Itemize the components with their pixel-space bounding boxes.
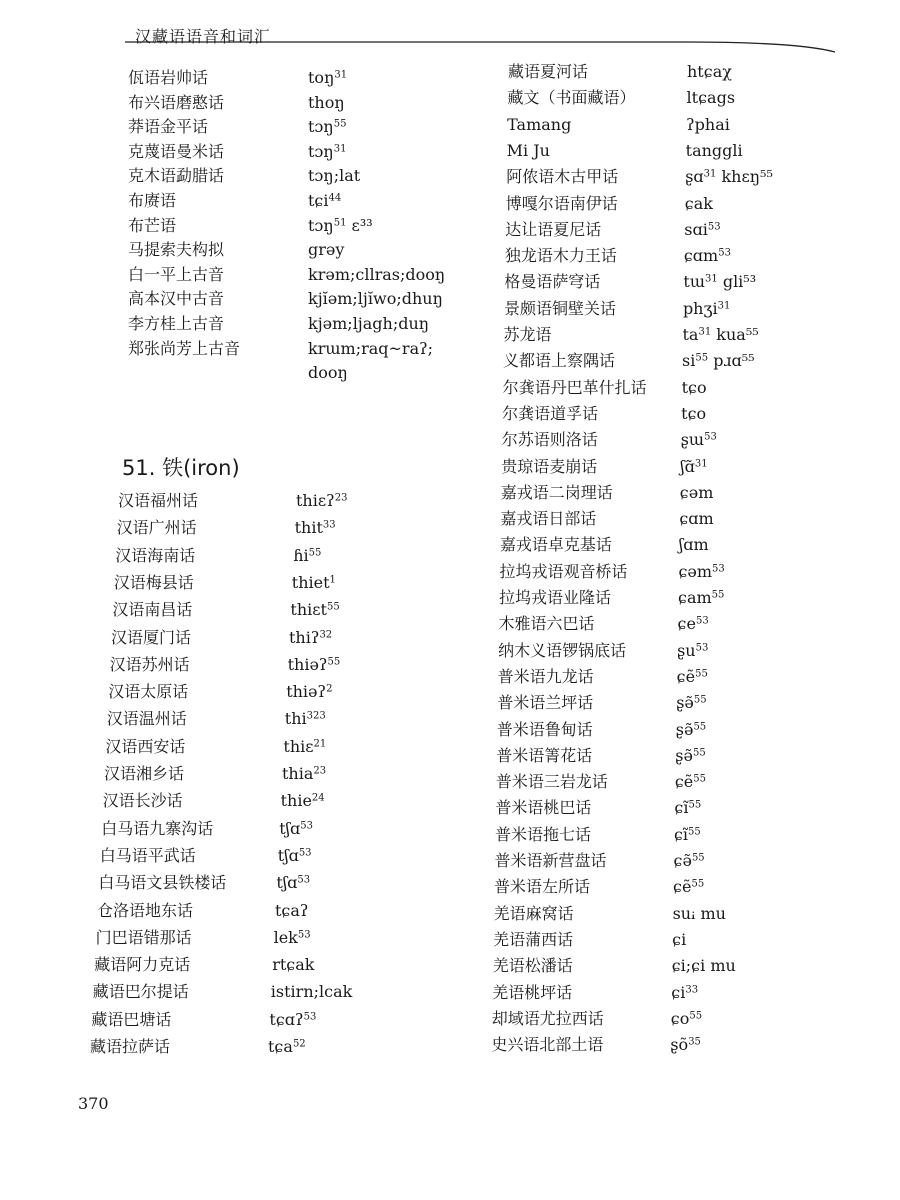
tone-number: 55 [692, 747, 706, 759]
language-name: 汉语太原话 [108, 682, 189, 702]
word-form [269, 1010, 316, 1030]
form-text: thi [284, 709, 307, 729]
tone-number: 55 [693, 694, 707, 706]
tone-number: 23 [334, 492, 348, 504]
form-text: krɯm;raq~raʔ; [308, 338, 434, 358]
word-form [308, 289, 443, 309]
language-name: 汉语梅县话 [113, 572, 194, 592]
running-title: 汉藏语语音和词汇 [135, 27, 272, 46]
word-form [681, 404, 706, 424]
form-text: tɔŋ [308, 215, 334, 235]
word-form [283, 737, 326, 757]
tone-number: 31 [698, 326, 712, 338]
word-form [308, 339, 433, 359]
language-name: 汉语海南话 [115, 545, 196, 565]
form-text: ɕi;ɕi mu [671, 956, 736, 976]
form-text: tɕaʔ [275, 900, 309, 920]
form-text: ʂõ [670, 1035, 689, 1055]
form-text: ʃɑ̃ [680, 456, 695, 476]
form-text: ɕe [677, 614, 696, 634]
tone-number: 33 [685, 984, 699, 995]
form-text: suꭵ mu [672, 903, 726, 923]
word-form [682, 378, 707, 398]
form-text: tɕo [681, 377, 707, 397]
word-form [687, 88, 736, 108]
word-form [673, 904, 726, 924]
word-form [282, 764, 326, 784]
form-text: tanggli [685, 140, 743, 160]
language-name: 布芒语 [128, 215, 177, 235]
language-name: 门巴语错那话 [95, 927, 192, 947]
form-text: tɔŋ [308, 141, 334, 161]
word-form [295, 518, 336, 538]
word-form [685, 194, 713, 214]
language-name: 汉语长沙话 [102, 791, 183, 811]
form-text: thiəʔ [287, 654, 328, 674]
language-name: Tamang [507, 114, 572, 134]
language-name: 普米语左所话 [494, 877, 591, 897]
language-name: 莽语金平话 [128, 117, 209, 137]
word-form [683, 325, 759, 345]
word-form [278, 846, 312, 866]
tone-number: 53 [695, 615, 709, 627]
word-form [673, 877, 704, 897]
language-name: 藏语夏河话 [508, 62, 589, 81]
form-text: istirn;lcak [270, 982, 353, 1002]
tone-number: 53 [704, 431, 717, 443]
language-name: 藏语拉萨话 [90, 1037, 171, 1056]
form-text: thia [282, 764, 314, 783]
word-form [308, 117, 346, 137]
word-form [290, 600, 339, 620]
section-number: 51. [122, 456, 156, 480]
language-name: 阿侬语木古甲话 [506, 167, 619, 187]
language-name: 克木语勐腊话 [128, 166, 225, 186]
language-name: 尔龚语丹巴革什扎话 [502, 377, 647, 397]
language-name: 史兴语北部土语 [491, 1035, 604, 1055]
word-form [683, 299, 730, 319]
language-name: 嘉戎语卓克基话 [499, 535, 612, 555]
tone-number: 31 [705, 273, 718, 285]
language-name: 汉语苏州话 [109, 654, 190, 674]
tone-number: 53 [303, 1011, 317, 1023]
tone-number: 31 [717, 300, 731, 312]
form-text: ɕẽ [673, 877, 692, 897]
word-form [680, 483, 714, 503]
tone-number: 51 [333, 217, 347, 229]
word-form [279, 819, 313, 839]
tone-number: 55 [327, 656, 341, 668]
tone-number: 55 [688, 826, 701, 838]
tone-number: 53 [695, 642, 709, 654]
form-continuation: khɛŋ⁵⁵ [716, 167, 773, 187]
word-form [672, 930, 686, 950]
tone-number: 53 [712, 563, 725, 575]
word-form [685, 167, 773, 187]
language-name: 羌语桃坪话 [492, 982, 573, 1002]
form-continuation: pɹɑ⁵⁵ [708, 351, 755, 371]
language-name: 普米语兰坪话 [497, 693, 594, 713]
language-name: 尔苏语则洛话 [501, 430, 598, 450]
word-form [308, 216, 373, 236]
word-form [292, 573, 336, 593]
tone-number: 53 [297, 929, 311, 941]
word-form [275, 901, 309, 921]
word-form [670, 1035, 701, 1055]
form-text: ɕĩ [673, 824, 689, 844]
form-text: thiɛʔ [296, 491, 335, 510]
form-text: tɕo [681, 403, 707, 423]
form-text: ɕam [678, 588, 712, 607]
language-name: 格曼语萨穹话 [504, 272, 601, 292]
word-form [672, 956, 736, 976]
form-text: ɕẽ [674, 772, 694, 792]
word-form [296, 491, 347, 511]
tone-number: 55 [691, 852, 705, 864]
form-text: ɕə̃ [673, 851, 692, 870]
tone-number: 53 [298, 847, 312, 859]
language-name: 汉语湘乡话 [104, 764, 185, 783]
form-text: ltɕags [686, 88, 736, 108]
tone-number: 55 [326, 601, 340, 613]
form-text: phʒi [682, 298, 718, 318]
form-text: toŋ [308, 68, 335, 87]
form-text: kjĭəm;ljĭwo;dhuŋ [308, 289, 443, 309]
tone-number: 55 [695, 352, 709, 364]
form-text: rtɕak [272, 955, 315, 975]
form-text: tɔŋ [308, 117, 334, 137]
language-name: 景颇语铜壁关话 [503, 298, 616, 318]
language-name: 仓洛语地东话 [97, 900, 194, 920]
language-name: 白马语文县铁楼话 [98, 873, 227, 893]
word-form [675, 746, 705, 766]
tone-number: 31 [703, 168, 717, 180]
word-form [678, 588, 724, 608]
word-form [671, 1009, 702, 1029]
tone-number: 44 [328, 192, 342, 204]
word-form [308, 93, 345, 113]
form-text: ʂə̃ [675, 719, 694, 739]
language-name: 尔龚语道孚话 [502, 403, 599, 423]
language-name: 藏语阿力克话 [94, 955, 191, 975]
language-name: 独龙语木力王话 [504, 246, 617, 266]
form-text: thiʔ [289, 627, 320, 647]
form-text: ʔphai [686, 114, 730, 134]
word-form [674, 798, 701, 818]
word-form [682, 351, 754, 371]
language-name: 藏文（书面藏语） [507, 88, 636, 108]
form-text: ɕak [684, 193, 713, 213]
word-form [289, 628, 332, 648]
tone-number: 32 [319, 629, 333, 640]
word-form [308, 240, 344, 260]
tone-number: 31 [694, 458, 708, 469]
language-name: 普米语鲁甸话 [496, 719, 593, 739]
tone-number: 31 [334, 69, 348, 81]
tone-number: 23 [313, 765, 327, 777]
language-name: 拉坞戎语观音桥话 [499, 561, 628, 581]
form-text: ʂu [677, 640, 696, 660]
language-name: 普米语桃巴话 [495, 798, 592, 818]
language-name: 布兴语磨憨话 [128, 92, 225, 112]
word-form [681, 430, 717, 450]
language-name: 白马语九寨沟话 [101, 818, 214, 838]
language-name: 羌语蒲西话 [493, 929, 574, 949]
form-continuation: gli⁵³ [717, 272, 757, 292]
language-name: 白马语平武话 [99, 845, 196, 865]
form-text: ɕəm [679, 482, 714, 502]
tone-number: 55 [691, 878, 705, 890]
word-form [675, 772, 706, 792]
word-form [679, 509, 713, 529]
language-name: 拉坞戎语业隆话 [499, 588, 612, 607]
word-form [285, 709, 326, 729]
section-heading [122, 452, 240, 482]
tone-number: 31 [333, 143, 347, 155]
word-form [684, 220, 720, 240]
language-name: 马提索夫构拟 [128, 240, 225, 260]
language-name: 义都语上察隅话 [503, 351, 616, 371]
tone-number: 21 [313, 738, 327, 750]
word-form [288, 655, 341, 675]
form-text: thit [294, 518, 323, 538]
language-name: 木雅语六巴话 [498, 614, 595, 634]
word-form [680, 457, 707, 477]
word-form [684, 246, 731, 266]
word-form [678, 562, 724, 582]
word-form [308, 363, 348, 383]
language-name: 嘉戎语二岗理话 [500, 482, 613, 502]
tone-number: 52 [292, 1038, 306, 1050]
language-name: 嘉戎语日部话 [500, 509, 597, 529]
tone-number: 24 [311, 792, 325, 804]
form-text: thiɛt [290, 600, 327, 620]
form-text: ɕəm [678, 561, 713, 581]
form-text: ɕɑm [679, 509, 714, 529]
form-text: thiɛ [283, 736, 314, 756]
tone-number: 53 [707, 221, 721, 233]
form-text: ɕẽ [676, 666, 696, 686]
tone-number: 2 [326, 683, 333, 695]
word-form [308, 68, 347, 88]
word-form [677, 641, 708, 661]
form-text: ɕo [670, 1008, 690, 1028]
form-continuation: kua⁵⁵ [711, 325, 759, 344]
word-form [268, 1037, 306, 1057]
tone-number: 53 [300, 820, 313, 832]
form-text: ɕĩ [674, 798, 689, 818]
form-text: tɔŋ;lat [308, 166, 361, 186]
language-name: 李方桂上古音 [128, 314, 225, 333]
word-form [308, 142, 346, 162]
tone-number: 55 [688, 799, 702, 811]
form-text: thiet [291, 572, 330, 592]
section-title: 铁(iron) [162, 456, 240, 480]
form-text: ɕi [671, 982, 686, 1002]
word-form [687, 62, 732, 82]
language-name: 汉语厦门话 [111, 627, 192, 647]
form-text: thie [280, 791, 312, 811]
word-form [308, 191, 341, 211]
language-name: 藏语巴尔提话 [92, 982, 189, 1002]
word-form [676, 720, 706, 740]
language-name: 纳木义语锣锅底话 [498, 640, 627, 660]
language-name: 普米语新营盘话 [494, 851, 607, 870]
language-name: 汉语福州话 [118, 491, 199, 510]
tone-number: 53 [297, 874, 311, 886]
language-name: 普米语九龙话 [497, 666, 594, 686]
language-name: 布赓语 [128, 191, 177, 210]
word-form [272, 955, 314, 975]
language-name: 普米语三岩龙话 [495, 772, 608, 792]
form-text: ɦi [293, 545, 309, 565]
form-text: dooŋ [308, 363, 348, 383]
word-form [686, 141, 743, 161]
tone-number: 55 [711, 589, 725, 601]
word-form [271, 982, 353, 1002]
language-name: 苏龙语 [503, 325, 552, 344]
header-rule [125, 40, 835, 54]
word-form [683, 272, 756, 292]
form-text: ʃɑm [678, 535, 709, 555]
tone-number: 1 [329, 574, 336, 586]
form-text: krəm;cllras;dooŋ [308, 264, 446, 284]
form-text: grəy [308, 240, 345, 260]
word-form [679, 535, 709, 555]
language-name: 汉语南昌话 [112, 600, 193, 620]
word-form [674, 851, 705, 871]
form-text: htɕaχ [687, 62, 732, 81]
word-form [286, 682, 332, 702]
form-text: ta [682, 325, 699, 344]
tone-number: 55 [308, 547, 322, 559]
language-name: 羌语松潘话 [492, 956, 573, 976]
form-text: tɕɑʔ [269, 1009, 304, 1029]
form-text: tɯ [683, 272, 705, 292]
language-name: 高本汉中古音 [128, 289, 225, 309]
form-text: kjəm;ljagh;duŋ [308, 314, 430, 333]
form-text: tʃɑ [276, 873, 298, 893]
word-form [274, 928, 311, 948]
tone-number: 55 [693, 773, 707, 785]
language-name: 克蔑语曼米话 [128, 141, 225, 161]
language-name: 汉语温州话 [106, 709, 187, 729]
language-name: 汉语西安话 [105, 736, 186, 756]
tone-number: 53 [718, 247, 731, 259]
word-form [281, 791, 325, 811]
language-name: 达让语夏尼话 [505, 219, 602, 239]
tone-number: 323 [306, 710, 326, 722]
word-form [671, 983, 698, 1003]
language-name: 汉语广州话 [116, 518, 197, 538]
word-form [677, 667, 708, 687]
language-name: 羌语麻窝话 [493, 903, 574, 923]
form-text: lek [273, 927, 298, 947]
form-text: ɕɑm [683, 246, 719, 266]
word-form [678, 614, 709, 634]
form-text: ʂə̃ [675, 745, 693, 765]
form-text: ʂɑ [685, 167, 704, 187]
word-form [293, 546, 321, 566]
word-form [674, 825, 701, 845]
form-text: ʂɯ [680, 430, 705, 450]
form-text: thoŋ [308, 92, 345, 112]
language-name: 佤语岩帅话 [128, 68, 209, 87]
language-name: 郑张尚芳上古音 [128, 338, 241, 358]
language-name: 白一平上古音 [128, 264, 225, 284]
language-name: 却域语尤拉西话 [491, 1008, 604, 1028]
tone-number: 55 [333, 118, 347, 130]
page-number: 370 [78, 1094, 109, 1113]
form-text: tɕa [268, 1037, 293, 1056]
word-form [308, 166, 360, 186]
form-text: sɑi [684, 219, 708, 239]
language-name: 普米语拖七话 [494, 824, 591, 844]
word-form [276, 873, 310, 893]
word-form [308, 314, 429, 334]
form-text: ʂə̃ [676, 693, 694, 713]
word-form [686, 115, 730, 135]
form-continuation: ɛ³³ [346, 215, 373, 235]
tone-number: 55 [693, 721, 707, 732]
language-name: Mi Ju [506, 140, 550, 160]
language-name: 藏语巴塘话 [91, 1009, 172, 1029]
word-form [676, 693, 706, 713]
tone-number: 35 [688, 1036, 701, 1048]
form-text: si [682, 351, 696, 371]
form-text: tɕi [308, 191, 329, 210]
form-text: tʃɑ [279, 818, 301, 838]
tone-number: 55 [689, 1010, 703, 1022]
tone-number: 33 [322, 519, 336, 531]
language-name: 博嘎尔语南伊话 [505, 193, 618, 213]
form-text: tʃɑ [277, 845, 299, 865]
form-text: ɕi [672, 929, 687, 949]
form-text: thiəʔ [286, 682, 327, 702]
tone-number: 55 [695, 668, 708, 680]
language-name: 普米语箐花话 [496, 745, 593, 765]
language-name: 贵琼语麦崩话 [501, 456, 598, 476]
word-form [308, 265, 445, 285]
